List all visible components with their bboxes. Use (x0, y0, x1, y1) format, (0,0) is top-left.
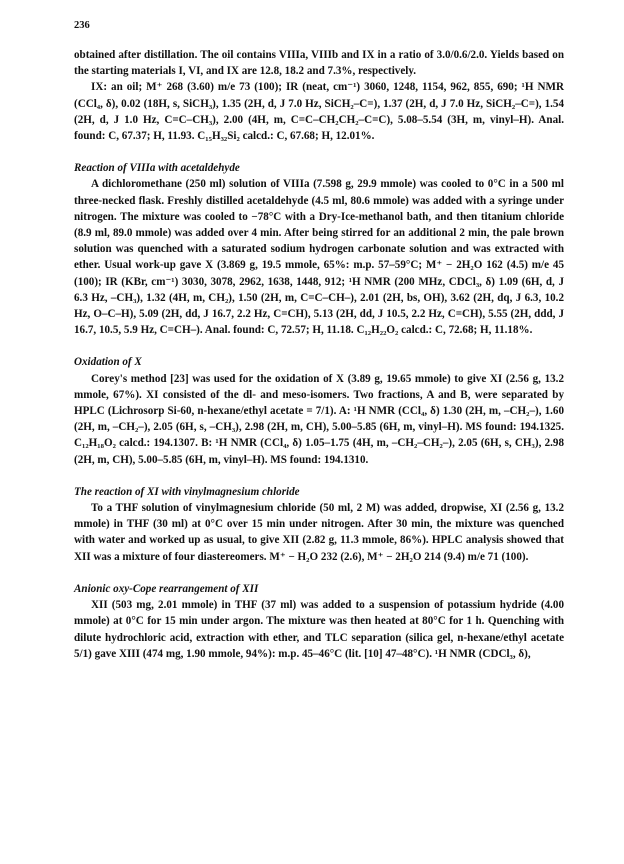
section-heading-reaction-viiia: Reaction of VIIIa with acetaldehyde (74, 162, 240, 175)
page-number: 236 (74, 20, 90, 31)
section-body-reaction-viiia: A dichloromethane (250 ml) solution of VIIIa (7.598 g, 29.9 mmole) was cooled to 0°C in a 500 ml three-necked flask. Freshly distilled acetaldehyde (4.5 ml, 80.6 mmole) was added with a syringe under nitrogen. The mixture was cooled to −78°C with a Dry-Ice-methanol bath, and then titanium chloride (8.9 ml, 89.0 mmole) was added over 4 min. After being stirred for an additional 2 min, the pale brown solution was quenched with a saturated sodium hydrogen carbonate solution and was extracted with ether. Usual work-up gave X (3.869 g, 19.5 mmole, 65%: m.p. 57–59°C; M⁺ − 2H₂O 162 (4.5) m/e 45 (100); IR (KBr, cm⁻¹) 3030, 3078, 2962, 1638, 1448, 912; ¹H NMR (200 MHz, CDCl₃, δ) 1.09 (6H, d, J 6.3 Hz, –CH₃), 1.32 (4H, m, CH₂), 1.50 (2H, m, C=C–CH–), 2.01 (2H, bs, OH), 3.62 (2H, dq, J 6.3, 10.2 Hz, O–C–H), 5.09 (2H, dd, J 16.7, 2.2 Hz, C=CH), 5.13 (2H, dd, J 10.5, 2.2 Hz, C=CH), 5.55 (2H, ddd, J 16.7, 10.5, 5.9 Hz, C=CH–). Anal. found: C, 72.57; H, 11.18. C₁₂H₂₂O₂ calcd.: C, 72.68; H, 11.18%. (74, 178, 564, 337)
section-body-oxidation-x: Corey's method [23] was used for the oxidation of X (3.89 g, 19.65 mmole) to give XI (2.56 g, 13.2 mmole, 67%). XI consisted of the dl- and meso-isomers. Two fractions, A and B, were separated by HPLC (Lichrosorp Si-60, n-hexane/ethyl acetate = 7/1). A: ¹H NMR (CCl₄, δ) 1.30 (2H, m, –CH₂–), 1.60 (2H, m, –CH₂–), 2.05 (6H, s, –CH₃), 2.98 (2H, m, CH), 5.00–5.85 (6H, m, vinyl–H). MS found: 194.1325. C₁₂H₁₈O₂ calcd.: 194.1307. B: ¹H NMR (CCl₄, δ) 1.05–1.75 (4H, m, –CH₂–CH₂–), 2.05 (6H, s, CH₃), 2.98 (2H, m, CH), 5.00–5.85 (6H, m, vinyl–H). MS found: 194.1310. (74, 372, 564, 466)
section-heading-oxidation-x: Oxidation of X (74, 356, 142, 369)
section-body-vinylmagnesium: To a THF solution of vinylmagnesium chloride (50 ml, 2 M) was added, dropwise, XI (2.56 g, 13.2 mmole) in THF (30 ml) at 0°C over 15 min under nitrogen. After 30 min, the mixture was quenched with water and worked up as usual, to give XII (2.82 g, 11.3 mmole, 86%). HPLC analysis showed that XII was a mixture of four diastereomers. M⁺ − H₂O 232 (2.6), M⁺ − 2H₂O 214 (9.4) m/e 71 (100). (74, 502, 564, 563)
section-heading-vinylmagnesium: The reaction of XI with vinylmagnesium chloride (74, 485, 300, 498)
intro-paragraph: obtained after distillation. The oil contains VIIIa, VIIIb and IX in a ratio of 3.0/0.6/2.0. Yields based on the starting materials I, VI, and IX are 12.8, 18.2 and 7.3%, respectively. (74, 49, 564, 78)
compound-ix-data: IX: an oil; M⁺ 268 (3.60) m/e 73 (100); IR (neat, cm⁻¹) 3060, 1248, 1154, 962, 855, 690; ¹H NMR (CCl₄, δ), 0.02 (18H, s, SiCH₃), 1.35 (2H, d, J 7.0 Hz, SiCH₂–C=), 1.37 (2H, d, J 7.0 Hz, SiCH₂–C=), 1.54 (2H, d, J 1.0 Hz, C=C–CH₃), 2.00 (4H, m, C=C–CH₂CH₂–C=C), 5.08–5.54 (3H, m, vinyl–H). Anal. found: C, 67.37; H, 11.93. C₁₅H₃₂Si₂ calcd.: C, 67.68; H, 12.01%. (74, 81, 564, 143)
section-heading-oxy-cope: Anionic oxy-Cope rearrangement of XII (74, 582, 259, 595)
article-body (74, 47, 564, 662)
section-body-oxy-cope: XII (503 mg, 2.01 mmole) in THF (37 ml) was added to a suspension of potassium hydride (4.00 mmole) at 0°C for 15 min under argon. The mixture was then heated at 80°C for 1 h. Quenching with dilute hydrochloric acid, extraction with ether, and TLC separation (silica gel, n-hexane/ethyl acetate 5/1) gave XIII (474 mg, 1.90 mmole, 94%): m.p. 45–46°C (lit. [10] 47–48°C). ¹H NMR (CDCl₃, δ), (74, 599, 564, 660)
